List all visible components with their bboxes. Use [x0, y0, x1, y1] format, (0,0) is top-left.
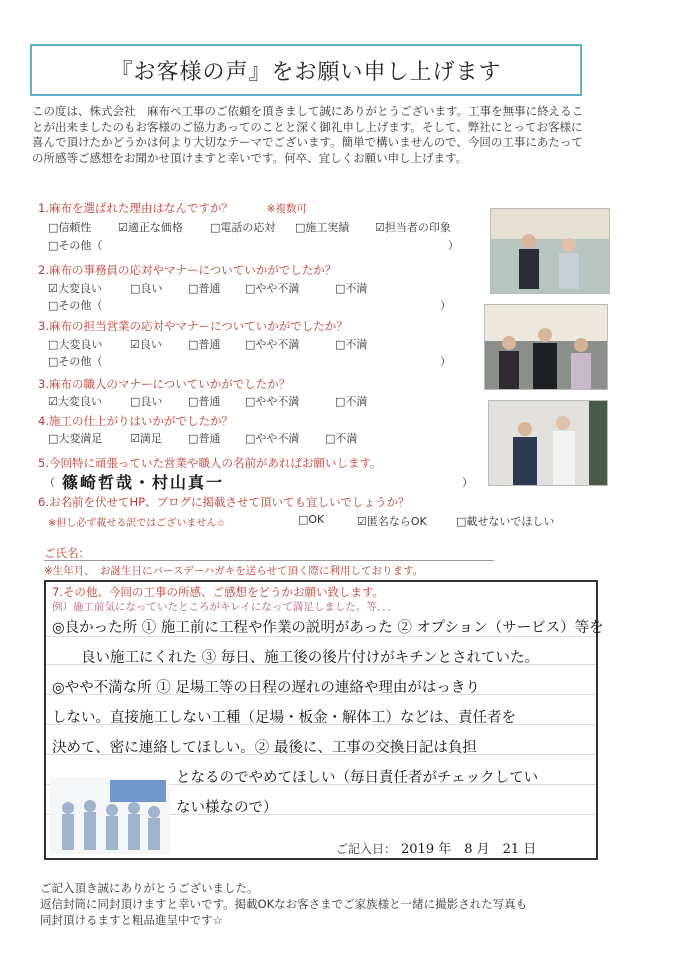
comment-line[interactable]: 決めて、密に連絡してほしい。② 最後に、工事の交換日記は負担: [52, 740, 477, 756]
q4-option-1[interactable]: □良い: [130, 395, 163, 408]
name-line: [44, 560, 494, 561]
photo-2-image: [485, 305, 607, 389]
comment-line[interactable]: しない。直接施工しない工種（足場・板金・解体工）などは、責任者を: [52, 710, 516, 726]
q5-option-0[interactable]: □大変満足: [48, 432, 103, 445]
q2-option-3[interactable]: □やや不満: [245, 282, 300, 295]
q4-option-3[interactable]: □やや不満: [245, 395, 300, 408]
q1-option-4[interactable]: ☑担当者の印象: [375, 221, 451, 234]
q3-option-1[interactable]: ☑良い: [130, 338, 162, 351]
question-7-note: ※但し必ず載せる訳ではございません☆: [48, 518, 226, 529]
question-6-label: 5.今回特に頑張っていた営業や職人の名前があればお願いします。: [38, 456, 382, 470]
date-value[interactable]: 2019 年 8 月 21 日: [401, 842, 537, 857]
comment-line[interactable]: ◎良かった所 ① 施工前に工程や作業の説明があった ② オプション（サービス）等を: [52, 620, 604, 636]
q6-close: ）: [462, 476, 473, 489]
q1-option-0[interactable]: □信頼性: [48, 221, 92, 234]
question-7-label: 6.お名前を伏せてHP、ブログに掲載させて頂いても宜しいでしょうか？: [38, 495, 410, 509]
q6-open: （: [44, 476, 55, 489]
photo-1: [490, 208, 610, 294]
q7-option-2[interactable]: □載せないでほしい: [456, 515, 555, 528]
staff-photo: [50, 778, 170, 854]
date-label: ご記入日：: [336, 842, 397, 856]
comments-label: 7.その他、今回の工事の所感、ご感想をどうかお願い致します。: [52, 585, 385, 599]
question-3-label: 3.麻布の担当営業の応対やマナーについていかがでしたか？: [38, 319, 348, 333]
q2-other[interactable]: □その他（: [48, 299, 103, 312]
question-1-note: ※複数可: [266, 203, 307, 215]
name-label: ご氏名：: [44, 546, 90, 560]
footer: [40, 880, 527, 928]
q1-other-close: ）: [448, 239, 459, 252]
q5-option-4[interactable]: □不満: [325, 432, 358, 445]
page-title: 『お客様の声』をお願い申し上げます: [30, 44, 582, 96]
comment-line[interactable]: ない様なので）: [176, 800, 278, 816]
q4-option-4[interactable]: □不満: [335, 395, 368, 408]
intro-text: この度は、株式会社 麻布ペ工事のご依頼を頂きまして誠にありがとうございます。工事を無事に終えることが出来ましたのもお客様のご協力あってのことと深く御礼申し上げます。そして、弊社にとってお客様に喜んで頂けたかどうかは何より大切なテーマでございます。簡単で構いませんので、今回の工事にあたっての所感等ご感想をお聞かせ頂けますと幸いです。何卒、宜しくお願い申し上げます。: [32, 104, 584, 165]
q7-option-0[interactable]: □OK: [298, 513, 325, 526]
q1-option-3[interactable]: □施工実績: [295, 221, 350, 234]
question-1-label: 1.麻布を選ばれた理由はなんですか？: [38, 201, 233, 215]
photo-3-image: [489, 401, 607, 485]
comment-line[interactable]: ◎やや不満な所 ① 足場工等の日程の遅れの連絡や理由がはっきり: [52, 680, 480, 696]
footer-line: ご記入頂き誠にありがとうございました。: [40, 881, 259, 895]
comment-line[interactable]: となるのでやめてほしい（毎日責任者がチェックしてい: [176, 770, 539, 786]
q3-option-4[interactable]: □不満: [335, 338, 368, 351]
q1-option-2[interactable]: □電話の応対: [210, 221, 276, 234]
comments-box: [44, 580, 604, 860]
q1-other[interactable]: □その他（: [48, 239, 103, 252]
q2-other-close: ）: [440, 299, 451, 312]
photo-1-image: [491, 209, 609, 293]
question-2-label: 2.麻布の事務員の応対やマナーについていかがでしたか？: [38, 263, 337, 277]
q6-answer[interactable]: 篠崎哲哉・村山真一: [62, 473, 225, 492]
q2-option-1[interactable]: □良い: [130, 282, 163, 295]
question-5-label: 4.施工の仕上がりはいかがでしたか？: [38, 414, 233, 428]
q3-option-0[interactable]: □大変良い: [48, 338, 103, 351]
q5-option-2[interactable]: □普通: [188, 432, 221, 445]
comment-line[interactable]: 良い施工にくれた ③ 毎日、施工後の後片付けがキチンとされていた。: [52, 650, 539, 666]
q3-other[interactable]: □その他（: [48, 355, 103, 368]
q3-option-2[interactable]: □普通: [188, 338, 221, 351]
q1-option-1[interactable]: ☑適正な価格: [118, 221, 183, 234]
name-note: ※生年月、 お誕生日にバースデーハガキを送らせて頂く際に利用しております。: [44, 565, 424, 577]
q3-other-close: ）: [440, 355, 451, 368]
q2-option-2[interactable]: □普通: [188, 282, 221, 295]
q7-option-1[interactable]: ☑匿名ならOK: [357, 515, 427, 528]
comments-example: 例）施工前気になっていたところがキレイになって満足しました。等．．．: [52, 601, 398, 613]
q2-option-0[interactable]: ☑大変良い: [48, 282, 102, 295]
photo-2: [484, 304, 608, 390]
question-1: [38, 200, 307, 216]
q2-option-4[interactable]: □不満: [335, 282, 368, 295]
q3-option-3[interactable]: □やや不満: [245, 338, 300, 351]
q4-option-0[interactable]: ☑大変良い: [48, 395, 102, 408]
footer-line: 返信封筒に同封頂けますと幸いです。掲載OKなお客さまでご家族様と一緒に撮影された写真も: [40, 897, 528, 911]
photo-3: [488, 400, 608, 486]
question-4-label: 3.麻布の職人のマナーについていかがでしたか？: [38, 377, 291, 391]
q5-option-3[interactable]: □やや不満: [245, 432, 300, 445]
q5-option-1[interactable]: ☑満足: [130, 432, 162, 445]
q4-option-2[interactable]: □普通: [188, 395, 221, 408]
footer-line: 同封頂けるますと粗品進呈中です☆: [40, 913, 223, 927]
